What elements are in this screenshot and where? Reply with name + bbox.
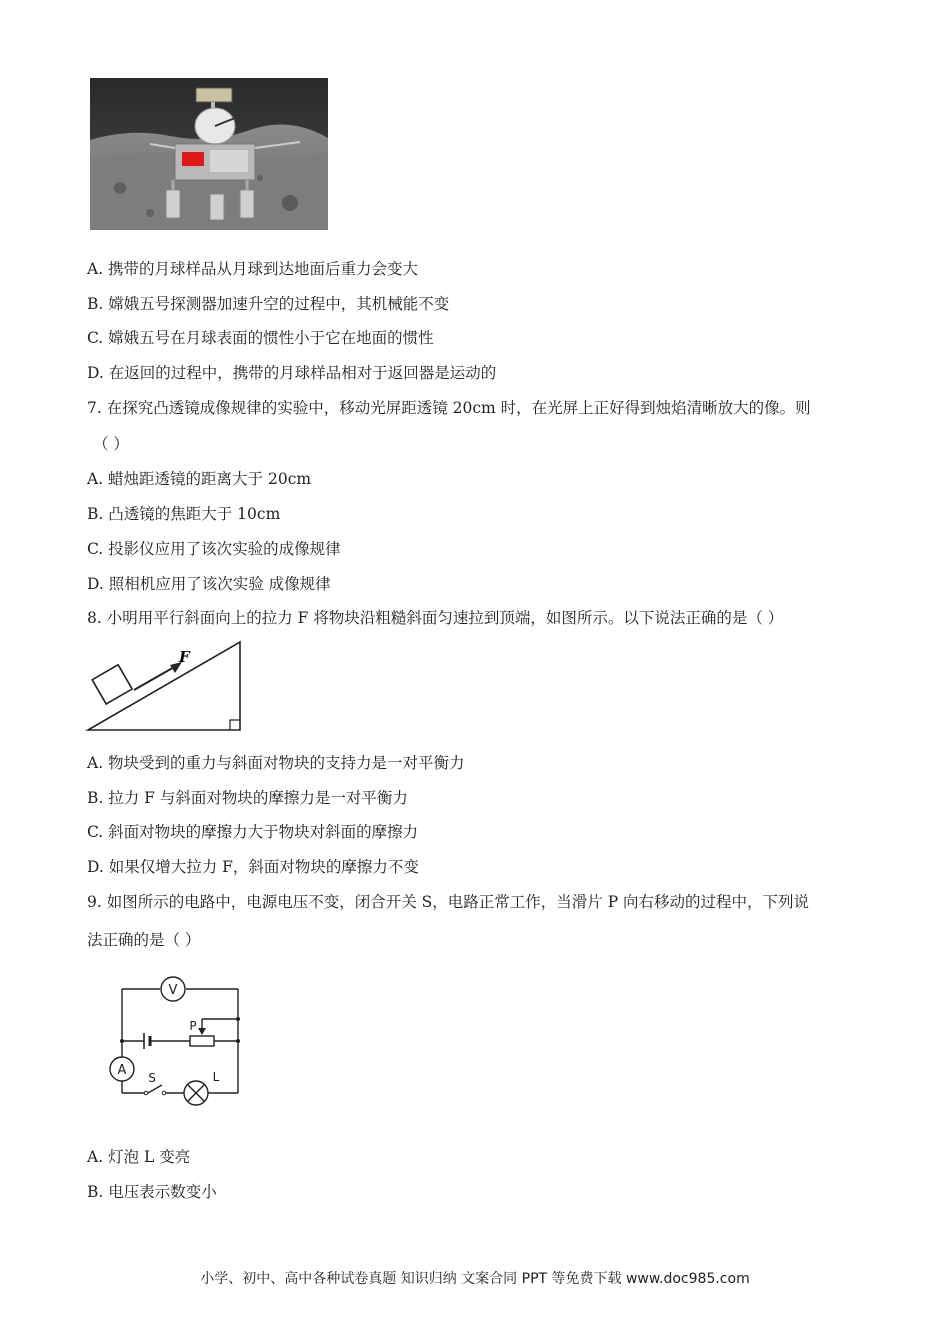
q7-option-c: C. 投影仪应用了该次实验的成像规律 [87, 540, 341, 558]
incline-diagram [84, 638, 244, 734]
q6-option-b: B. 嫦娥五号探测器加速升空的过程中，其机械能不变 [87, 295, 450, 313]
q6-option-c: C. 嫦娥五号在月球表面的惯性小于它在地面的惯性 [87, 329, 434, 347]
q9-stem-line1: 9. 如图所示的电路中，电源电压不变，闭合开关 S，电路正常工作，当滑片 P 向右移动的过程中，下列说 [87, 893, 810, 911]
q7-stem-line2: （ ） [93, 435, 129, 453]
switch-label: S [148, 1071, 156, 1085]
force-f-label: F [179, 648, 190, 666]
q7-option-a: A. 蜡烛距透镜的距离大于 20cm [87, 470, 312, 488]
lunar-rover-photo [90, 78, 328, 230]
q7-option-d: D. 照相机应用了该次实验 成像规律 [87, 575, 331, 593]
page-footer: 小学、初中、高中各种试卷真题 知识归纳 文案合同 PPT 等免费下载 www.doc985.com [200, 1271, 750, 1287]
slider-label: P [189, 1019, 197, 1033]
lamp-label: L [212, 1070, 220, 1084]
q8-option-a: A. 物块受到的重力与斜面对物块的支持力是一对平衡力 [87, 754, 465, 772]
q8-option-d: D. 如果仅增大拉力 F，斜面对物块的摩擦力不变 [87, 858, 419, 876]
q6-option-a: A. 携带的月球样品从月球到达地面后重力会变大 [87, 260, 419, 278]
ammeter-label: A [117, 1063, 127, 1078]
q7-stem-line1: 7. 在探究凸透镜成像规律的实验中，移动光屏距透镜 20cm 时，在光屏上正好得到烛焰清晰放大的像。则 [87, 399, 811, 417]
q8-stem: 8. 小明用平行斜面向上的拉力 F 将物块沿粗糙斜面匀速拉到顶端，如图所示。以下说法正确的是（ ） [87, 609, 784, 627]
voltmeter-label: V [168, 983, 178, 998]
q6-option-d: D. 在返回的过程中，携带的月球样品相对于返回器是运动的 [87, 364, 497, 382]
q8-option-c: C. 斜面对物块的摩擦力大于物块对斜面的摩擦力 [87, 823, 419, 841]
q7-option-b: B. 凸透镜的焦距大于 10cm [87, 505, 281, 523]
circuit-diagram [104, 975, 248, 1110]
q9-option-a: A. 灯泡 L 变亮 [87, 1148, 191, 1166]
q8-option-b: B. 拉力 F 与斜面对物块的摩擦力是一对平衡力 [87, 789, 408, 807]
q9-option-b: B. 电压表示数变小 [87, 1183, 217, 1201]
q9-stem-line2: 法正确的是（ ） [87, 931, 201, 949]
